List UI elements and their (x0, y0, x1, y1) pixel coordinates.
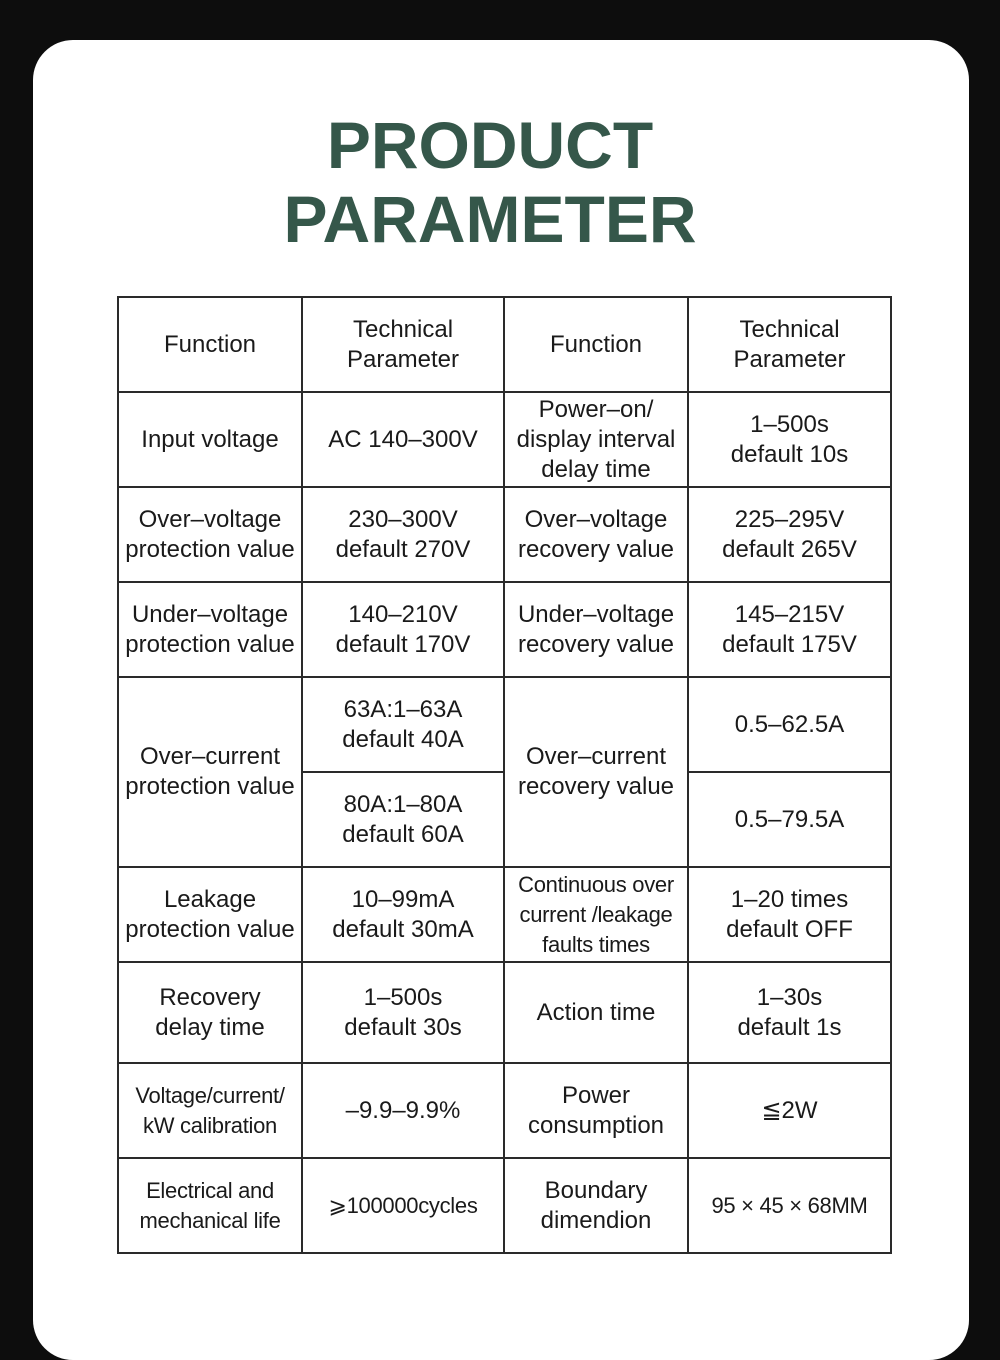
cell-function: Continuous over current /leakage faults times (504, 867, 688, 962)
cell-function: Boundary dimendion (504, 1158, 688, 1253)
cell-function: Leakage protection value (118, 867, 302, 962)
cell-parameter: 225–295V default 265V (688, 487, 891, 582)
cell-parameter: 80A:1–80A default 60A (302, 772, 504, 867)
table-row (118, 392, 891, 487)
header-parameter-1: Technical Parameter (302, 297, 504, 392)
cell-function: Input voltage (118, 392, 302, 487)
cell-parameter: 0.5–62.5A (688, 677, 891, 772)
cell-parameter: 140–210V default 170V (302, 582, 504, 677)
header-function-1: Function (118, 297, 302, 392)
table-row (118, 487, 891, 582)
cell-function: Recovery delay time (118, 962, 302, 1063)
cell-function: Action time (504, 962, 688, 1063)
title-line-1: PRODUCT (326, 108, 654, 182)
cell-parameter: 1–30s default 1s (688, 962, 891, 1063)
cell-parameter: 63A:1–63A default 40A (302, 677, 504, 772)
cell-parameter: 1–500s default 30s (302, 962, 504, 1063)
table-row (118, 962, 891, 1063)
cell-function: Under–voltage protection value (118, 582, 302, 677)
parameter-table (117, 296, 892, 1254)
cell-parameter: 145–215V default 175V (688, 582, 891, 677)
cell-parameter: AC 140–300V (302, 392, 504, 487)
cell-function: Over–voltage protection value (118, 487, 302, 582)
cell-function: Power consumption (504, 1063, 688, 1158)
header-function-2: Function (504, 297, 688, 392)
cell-function: Electrical and mechanical life (118, 1158, 302, 1253)
cell-parameter: ⩾100000cycles (302, 1158, 504, 1253)
page-title (0, 108, 980, 256)
cell-function: Under–voltage recovery value (504, 582, 688, 677)
header-parameter-2: Technical Parameter (688, 297, 891, 392)
cell-function: Voltage/current/ kW calibration (118, 1063, 302, 1158)
cell-parameter: 0.5–79.5A (688, 772, 891, 867)
cell-parameter: 1–20 times default OFF (688, 867, 891, 962)
cell-function: Power–on/ display interval delay time (504, 392, 688, 487)
table-row (118, 1063, 891, 1158)
table-row (118, 867, 891, 962)
cell-parameter: 95 × 45 × 68MM (688, 1158, 891, 1253)
table-row (118, 582, 891, 677)
title-line-2: PARAMETER (283, 182, 697, 256)
table-row (118, 677, 891, 772)
cell-function: Over–current recovery value (504, 677, 688, 867)
cell-function: Over–voltage recovery value (504, 487, 688, 582)
cell-parameter: ≦2W (688, 1063, 891, 1158)
cell-parameter: 10–99mA default 30mA (302, 867, 504, 962)
cell-function: Over–current protection value (118, 677, 302, 867)
cell-parameter: 1–500s default 10s (688, 392, 891, 487)
cell-parameter: 230–300V default 270V (302, 487, 504, 582)
cell-parameter: –9.9–9.9% (302, 1063, 504, 1158)
table-header-row (118, 297, 891, 392)
table-row (118, 1158, 891, 1253)
